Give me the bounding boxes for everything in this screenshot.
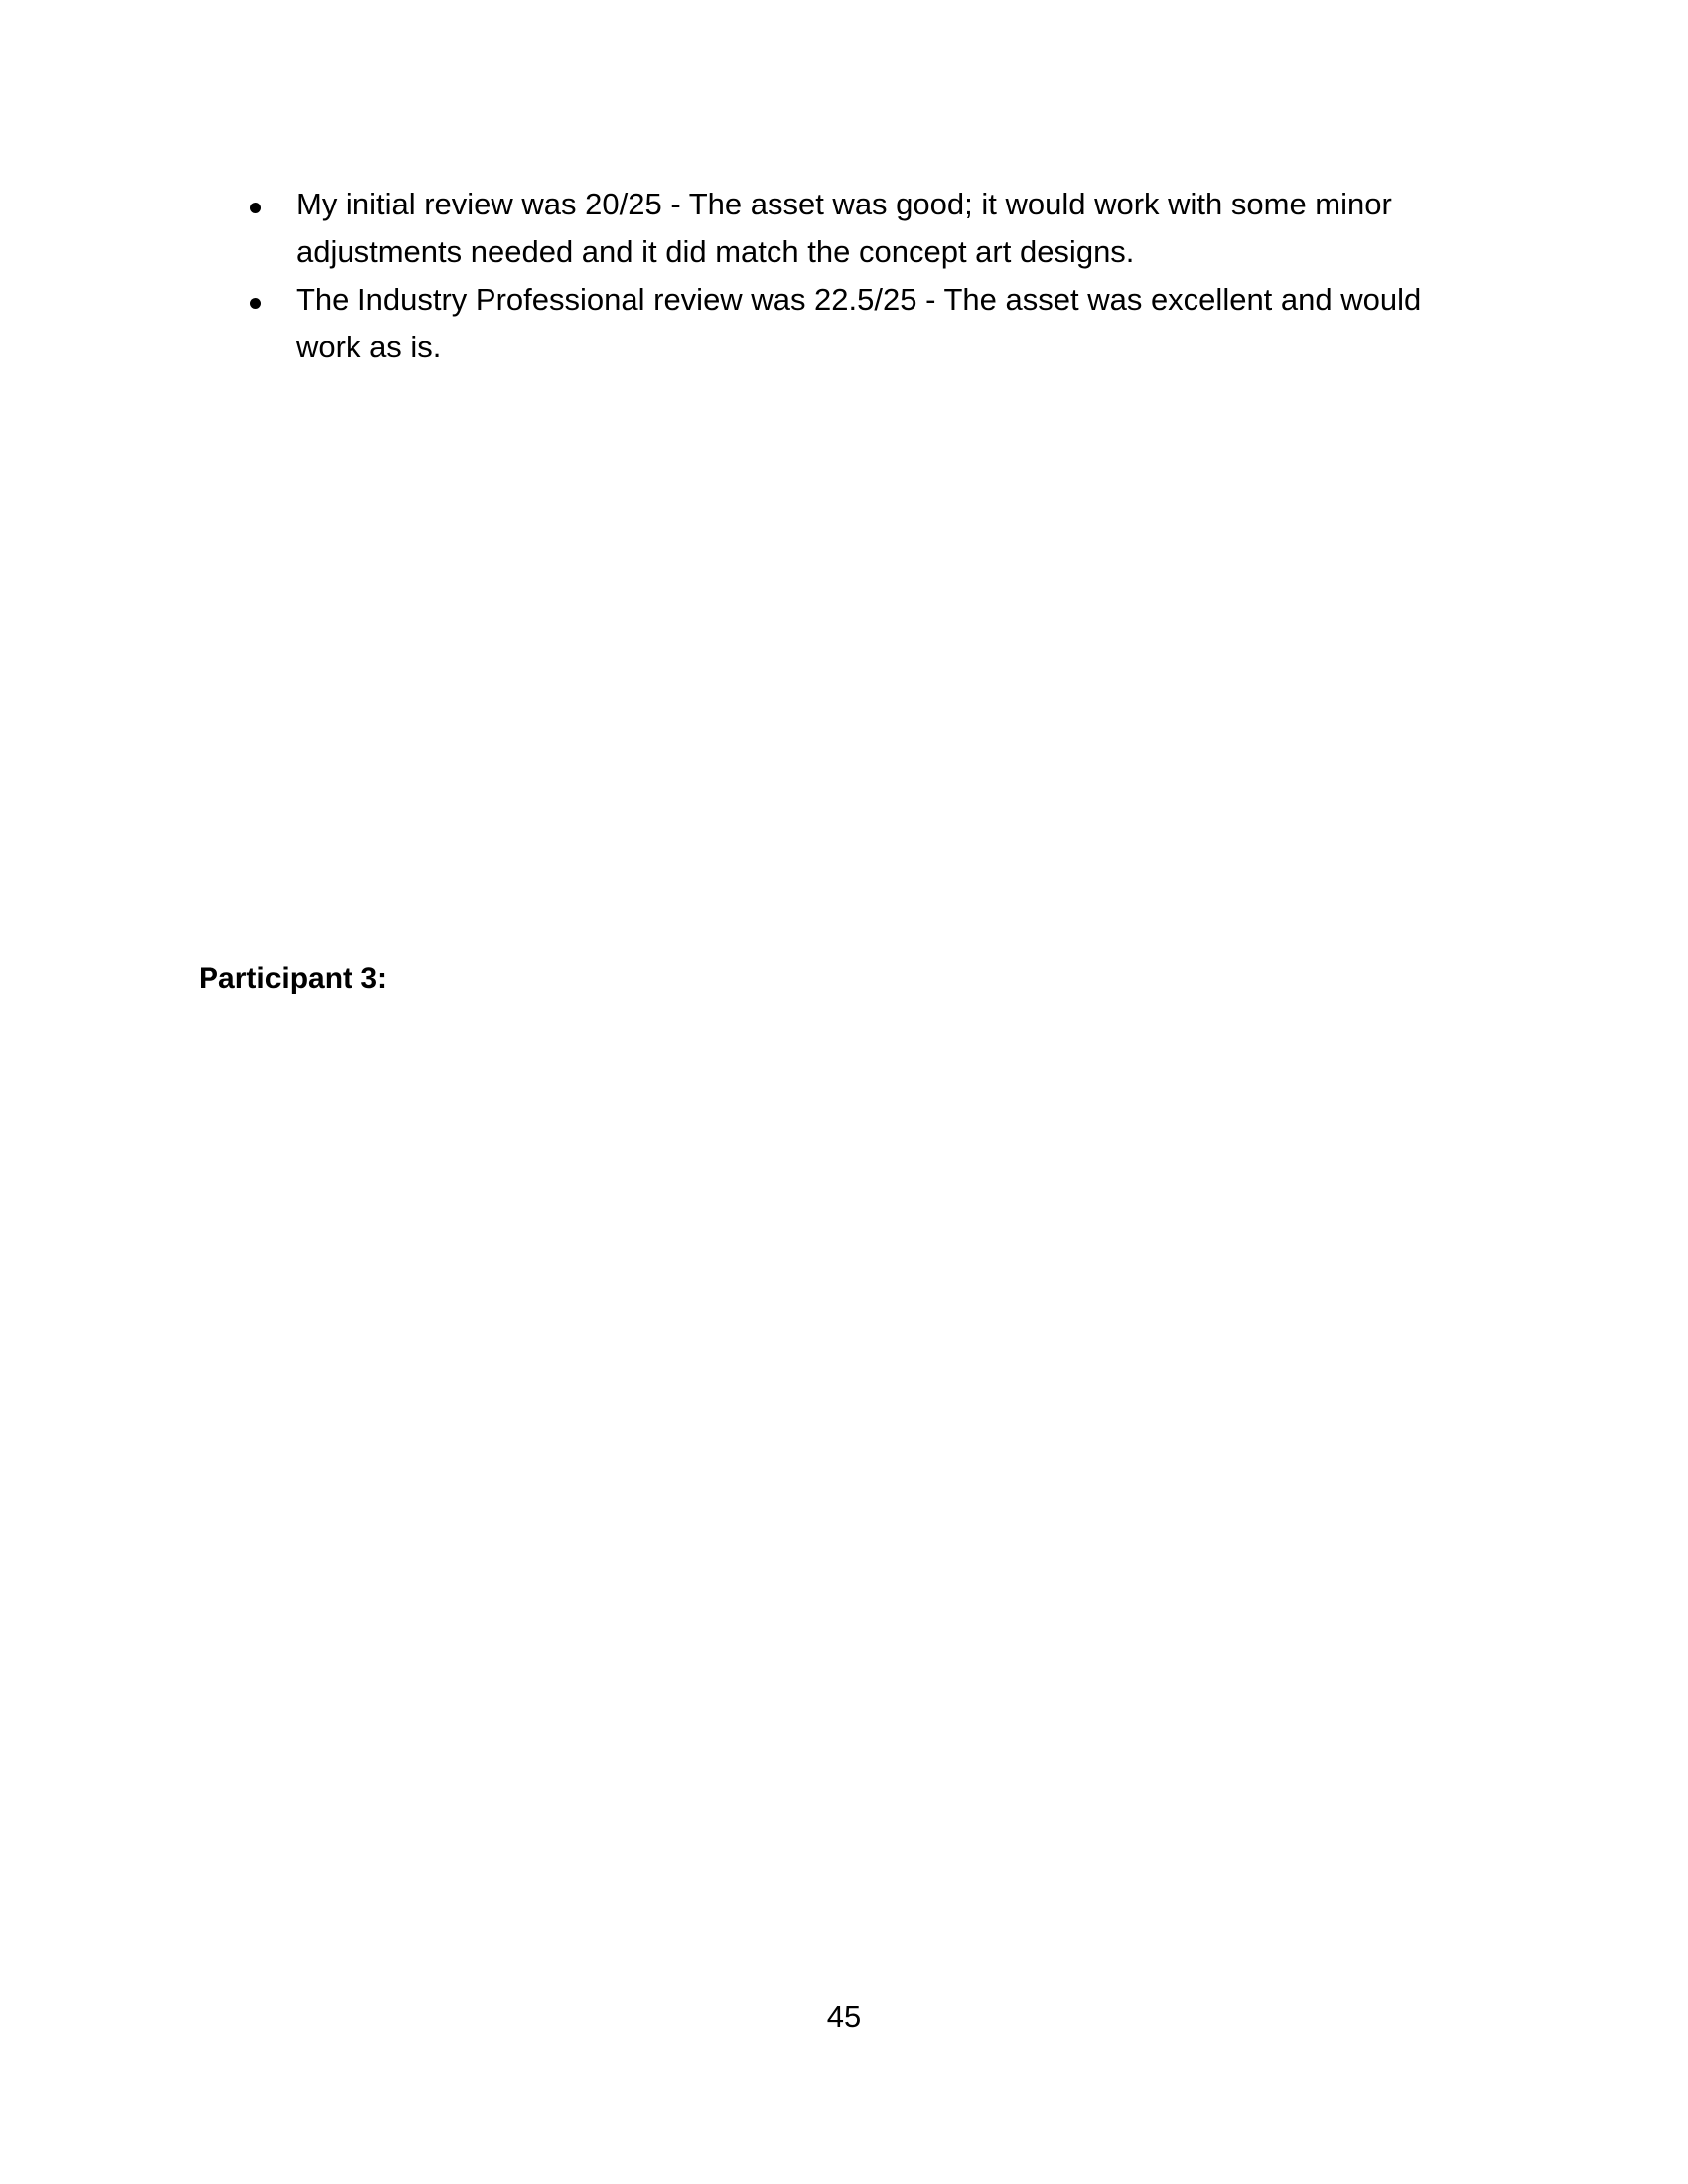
list-item: [246, 276, 1477, 371]
bullet-icon: [250, 203, 261, 213]
bullet-icon: [250, 298, 261, 309]
bullet-text: My initial review was 20/25 - The asset was good; it would work with some minor adjustments needed and it did match the concept art designs.: [296, 187, 1392, 269]
bullet-text: The Industry Professional review was 22.5/25 - The asset was excellent and would work as is.: [296, 282, 1422, 364]
page-number: 45: [826, 1999, 862, 2034]
list-item: [246, 181, 1477, 276]
review-bullet-list: [246, 181, 1477, 371]
section-heading: Participant 3:: [199, 962, 388, 995]
